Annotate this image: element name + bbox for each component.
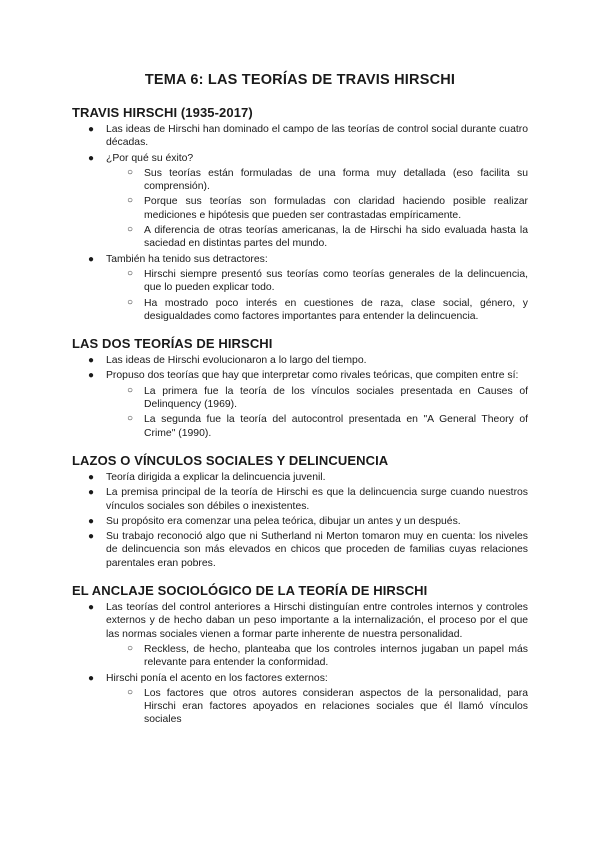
list-item-text: Las teorías del control anteriores a Hirschi distinguían entre controles internos y controles externos y de hecho daban un peso importante a la internalización, el proceso por el que las normas sociales vienen a formar parte inherente de nuestra personalidad. [106, 602, 528, 640]
section-heading: LAS DOS TEORÍAS DE HIRSCHI [72, 336, 273, 352]
bullet-icon: ● [88, 487, 95, 499]
list-item-text: La premisa principal de la teoría de Hirschi es que la delincuencia surge cuando nuestros vínculos sociales son débiles o inexistentes. [106, 487, 528, 512]
bullet-icon: ● [88, 253, 95, 265]
circle-bullet-icon: ○ [127, 296, 134, 308]
bullet-list [72, 354, 528, 440]
section-travis-hirschi [72, 105, 528, 323]
circle-bullet-icon: ○ [127, 195, 134, 207]
list-item [72, 601, 528, 669]
list-item-text: Teoría dirigida a explicar la delincuencia juvenil. [106, 471, 326, 483]
list-item [72, 354, 528, 367]
list-item [72, 486, 528, 513]
bullet-icon: ● [88, 370, 95, 382]
sub-bullet-list [106, 643, 528, 670]
list-item [72, 471, 528, 484]
list-item [72, 152, 528, 251]
circle-bullet-icon: ○ [127, 413, 134, 425]
sub-list-item [106, 268, 528, 295]
sub-list-item-text: La segunda fue la teoría del autocontrol presentada en "A General Theory of Crime" (1990). [144, 414, 528, 439]
section-heading: LAZOS O VÍNCULOS SOCIALES Y DELINCUENCIA [72, 452, 389, 468]
circle-bullet-icon: ○ [127, 166, 134, 178]
sub-list-item [106, 224, 528, 251]
sub-list-item [106, 195, 528, 222]
bullet-icon: ● [88, 355, 95, 367]
bullet-icon: ● [88, 152, 95, 164]
list-item [72, 123, 528, 150]
sub-list-item-text: Sus teorías están formuladas de una forma muy detallada (eso facilita su comprensión). [144, 167, 528, 193]
sub-bullet-list [106, 687, 528, 727]
sub-bullet-list [106, 268, 528, 323]
list-item [72, 515, 528, 528]
list-item-text: Propuso dos teorías que hay que interpretar como rivales teóricas, que compiten entre sí: [106, 370, 519, 382]
sub-list-item-text: A diferencia de otras teorías americanas, la de Hirschi ha sido evaluada hasta la saciedad en distintas partes del mundo. [144, 225, 528, 250]
section-lazos-vinculos [72, 453, 528, 570]
bullet-icon: ● [88, 515, 95, 527]
circle-bullet-icon: ○ [127, 267, 134, 279]
list-item [72, 672, 528, 727]
sub-list-item-text: Ha mostrado poco interés en cuestiones de raza, clase social, género, y desigualdades como factores importantes para entender la delincuencia. [144, 297, 528, 322]
sub-list-item-text: Reckless, de hecho, planteaba que los controles internos jugaban un papel más relevante para entender la conformidad. [144, 643, 528, 669]
section-dos-teorias [72, 336, 528, 440]
bullet-list [72, 471, 528, 570]
bullet-icon: ● [88, 124, 95, 135]
section-anclaje-sociologico [72, 583, 528, 727]
list-item [72, 369, 528, 439]
sub-list-item-text: Hirschi siempre presentó sus teorías como teorías generales de la delincuencia, que lo pueden explicar todo. [144, 268, 528, 294]
bullet-icon: ● [88, 471, 95, 483]
circle-bullet-icon: ○ [127, 642, 134, 654]
list-item-text: Su propósito era comenzar una pelea teórica, dibujar un antes y un después. [106, 515, 461, 527]
list-item [72, 530, 528, 570]
sub-list-item [106, 687, 528, 727]
list-item-text: También ha tenido sus detractores: [106, 253, 268, 265]
bullet-icon: ● [88, 531, 95, 543]
document-page [72, 72, 528, 740]
list-item-text: ¿Por qué su éxito? [106, 152, 194, 164]
circle-bullet-icon: ○ [127, 224, 134, 236]
sub-list-item-text: La primera fue la teoría de los vínculos sociales presentada en Causes of Delinquency (1969). [144, 385, 528, 411]
sub-list-item [106, 167, 528, 194]
section-heading: TRAVIS HIRSCHI (1935-2017) [72, 105, 253, 120]
sub-bullet-list [106, 385, 528, 440]
sub-list-item [106, 385, 528, 412]
document-title: TEMA 6: LAS TEORÍAS DE TRAVIS HIRSCHI [144, 72, 456, 88]
bullet-list [72, 601, 528, 727]
sub-list-item [106, 643, 528, 670]
bullet-icon: ● [88, 672, 95, 684]
list-item-text: Su trabajo reconoció algo que ni Sutherland ni Merton tomaron muy en cuenta: los niveles de delincuencia son más elevados en chicos que proceden de familias cuyas relaciones parentales eran pobres. [106, 531, 528, 569]
sub-bullet-list [106, 167, 528, 251]
sub-list-item-text: Los factores que otros autores consideran aspectos de la personalidad, para Hirschi eran factores apoyados en relaciones sociales que él llamó vínculos sociales [144, 687, 528, 726]
list-item [72, 253, 528, 323]
sub-list-item [106, 413, 528, 440]
circle-bullet-icon: ○ [127, 384, 134, 396]
circle-bullet-icon: ○ [127, 686, 134, 698]
bullet-icon: ● [88, 602, 95, 614]
section-heading: EL ANCLAJE SOCIOLÓGICO DE LA TEORÍA DE HIRSCHI [72, 583, 428, 599]
bullet-list [72, 123, 528, 323]
sub-list-item [106, 297, 528, 324]
list-item-text: Las ideas de Hirschi han dominado el campo de las teorías de control social durante cuatro décadas. [106, 124, 528, 149]
list-item-text: Hirschi ponía el acento en los factores externos: [106, 672, 328, 684]
sub-list-item-text: Porque sus teorías son formuladas con claridad haciendo posible realizar mediciones e hipótesis que pueden ser contrastadas empíricamente. [144, 196, 528, 221]
list-item-text: Las ideas de Hirschi evolucionaron a lo largo del tiempo. [106, 355, 367, 367]
